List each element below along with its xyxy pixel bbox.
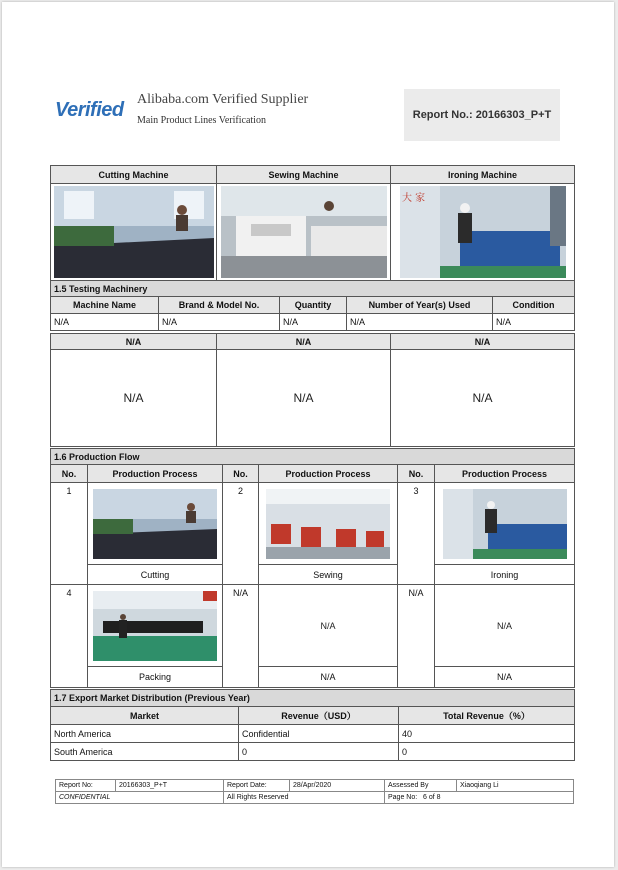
- step-no-4: 4: [51, 585, 88, 688]
- testing-photo-header-1: N/A: [51, 334, 217, 350]
- revenue-north-america: Confidential: [239, 725, 399, 743]
- production-flow-table: [50, 448, 575, 688]
- step-no-1: 1: [51, 483, 88, 585]
- col-machine-name: Machine Name: [51, 297, 159, 314]
- verification-subtitle: Main Product Lines Verification: [137, 115, 266, 126]
- footer-report-date-label: Report Date:: [224, 780, 290, 792]
- footer-page-label: Page No:: [388, 794, 418, 801]
- footer-report-date: 28/Apr/2020: [290, 780, 385, 792]
- cutting-machine-photo: [54, 186, 214, 278]
- testing-photo-1: N/A: [51, 350, 217, 447]
- footer-confidential: CONFIDENTIAL: [56, 792, 224, 804]
- revenue-south-america: 0: [239, 743, 399, 761]
- testing-photo-3: N/A: [391, 350, 575, 447]
- footer-assessed-by: Xiaoqiang Li: [457, 780, 574, 792]
- svg-text:大 家: 大 家: [401, 193, 425, 204]
- step-no-5: N/A: [223, 585, 259, 688]
- step-no-3: 3: [398, 483, 435, 585]
- col-revenue: Revenue（USD）: [239, 707, 399, 725]
- step-photo-5: N/A: [259, 585, 398, 667]
- testing-photos-table: [50, 333, 575, 447]
- verified-logo: Verified: [55, 99, 124, 121]
- market-south-america: South America: [51, 743, 239, 761]
- col-process-2: Production Process: [259, 465, 398, 483]
- sewing-machine-photo: [221, 186, 387, 278]
- cell-years-used: N/A: [347, 314, 493, 331]
- step-label-cutting: Cutting: [88, 565, 223, 585]
- col-quantity: Quantity: [280, 297, 347, 314]
- step-label-sewing: Sewing: [259, 565, 398, 585]
- testing-photo-2: N/A: [217, 350, 391, 447]
- supplier-title: Alibaba.com Verified Supplier: [137, 92, 309, 107]
- machines-table: [50, 165, 575, 281]
- footer-page-number: 6 of 8: [423, 794, 441, 801]
- section-export-market: 1.7 Export Market Distribution (Previous Year): [51, 690, 575, 707]
- step-label-5: N/A: [259, 667, 398, 688]
- step-label-packing: Packing: [88, 667, 223, 688]
- footer-report-no: 20166303_P+T: [116, 780, 224, 792]
- footer-report-no-label: Report No:: [56, 780, 116, 792]
- col-no-2: No.: [223, 465, 259, 483]
- section-testing-machinery: 1.5 Testing Machinery: [51, 281, 575, 297]
- ironing-machine-photo: [400, 186, 566, 278]
- footer-table: [55, 779, 574, 804]
- step-no-2: 2: [223, 483, 259, 585]
- cell-machine-name: N/A: [51, 314, 159, 331]
- col-market: Market: [51, 707, 239, 725]
- packing-process-photo: [93, 591, 217, 661]
- footer-rights: All Rights Reserved: [224, 792, 385, 804]
- col-condition: Condition: [493, 297, 575, 314]
- market-north-america: North America: [51, 725, 239, 743]
- step-label-ironing: Ironing: [435, 565, 575, 585]
- header-sewing-machine: Sewing Machine: [217, 166, 391, 184]
- step-label-6: N/A: [435, 667, 575, 688]
- testing-machinery-table: [50, 280, 575, 331]
- sewing-process-photo: [266, 489, 390, 559]
- col-process-1: Production Process: [88, 465, 223, 483]
- col-years-used: Number of Year(s) Used: [347, 297, 493, 314]
- cutting-process-photo: [93, 489, 217, 559]
- footer-assessed-label: Assessed By: [385, 780, 457, 792]
- percent-south-america: 0: [399, 743, 575, 761]
- cell-condition: N/A: [493, 314, 575, 331]
- col-brand-model: Brand & Model No.: [159, 297, 280, 314]
- col-no-1: No.: [51, 465, 88, 483]
- ironing-process-photo: [443, 489, 567, 559]
- testing-photo-header-3: N/A: [391, 334, 575, 350]
- col-no-3: No.: [398, 465, 435, 483]
- footer-page: [385, 792, 574, 804]
- cell-quantity: N/A: [280, 314, 347, 331]
- report-number-box: [404, 89, 560, 141]
- header-ironing-machine: Ironing Machine: [391, 166, 575, 184]
- step-photo-6: N/A: [435, 585, 575, 667]
- percent-north-america: 40: [399, 725, 575, 743]
- col-total-revenue: Total Revenue（%）: [399, 707, 575, 725]
- testing-photo-header-2: N/A: [217, 334, 391, 350]
- col-process-3: Production Process: [435, 465, 575, 483]
- header-cutting-machine: Cutting Machine: [51, 166, 217, 184]
- cell-brand-model: N/A: [159, 314, 280, 331]
- report-number: Report No.: 20166303_P+T: [412, 109, 552, 121]
- section-production-flow: 1.6 Production Flow: [51, 449, 575, 465]
- export-market-table: [50, 689, 575, 761]
- step-no-6: N/A: [398, 585, 435, 688]
